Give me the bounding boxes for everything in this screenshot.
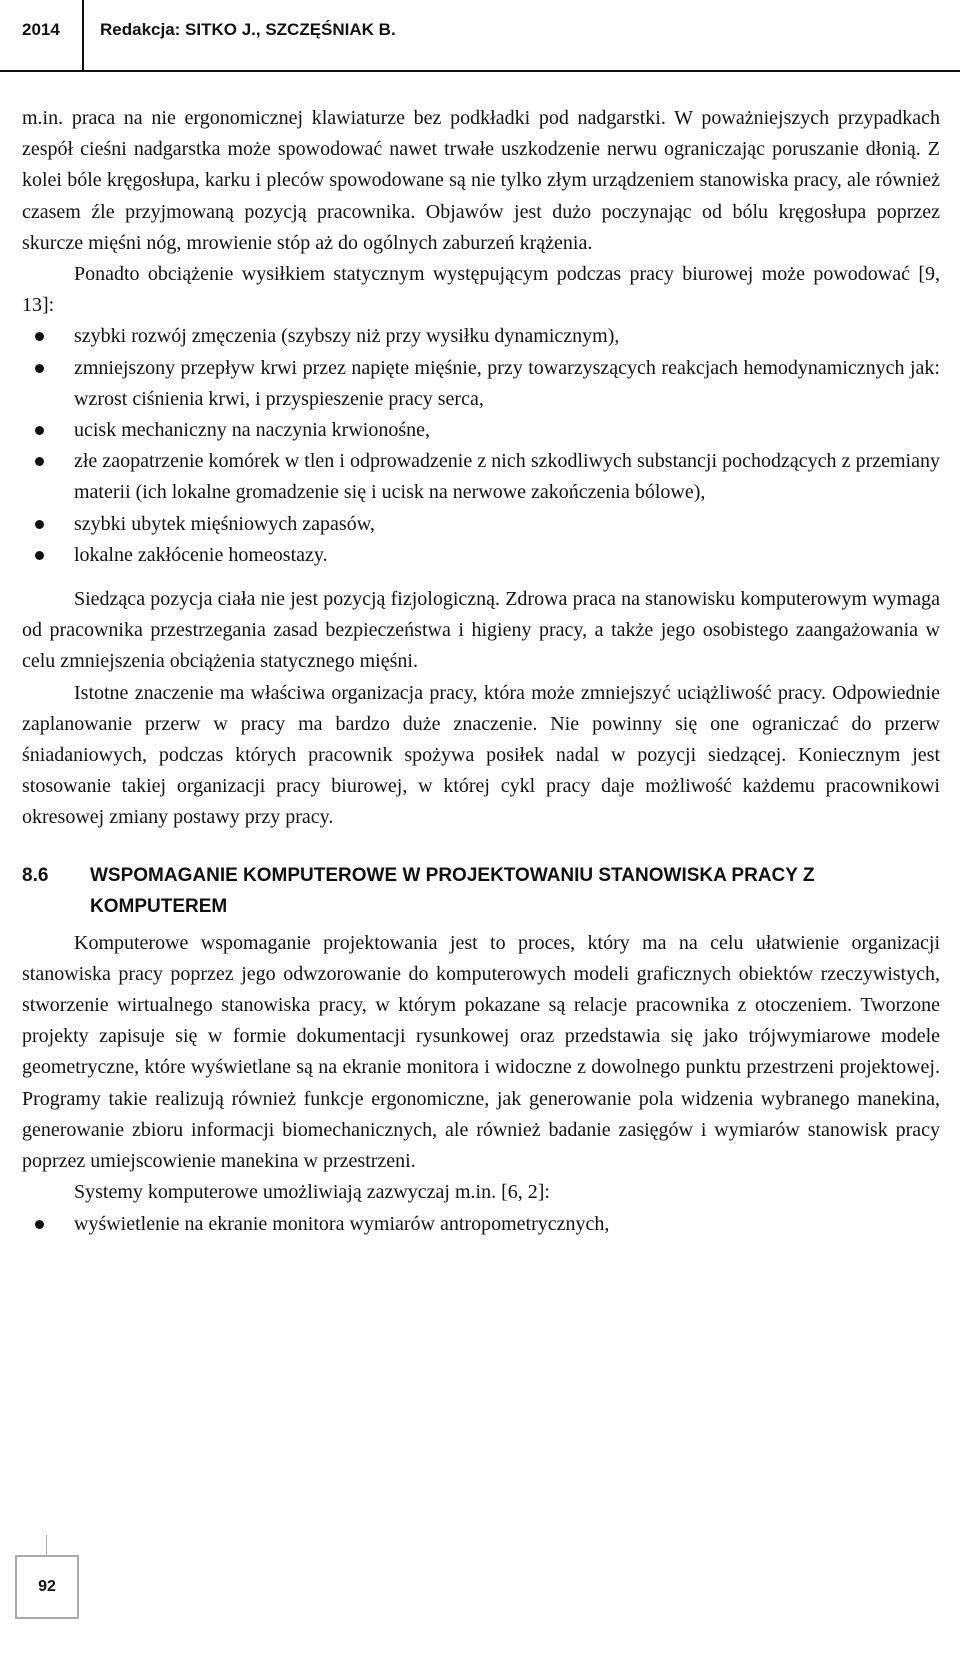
list-item: ucisk mechaniczny na naczynia krwionośne,	[22, 415, 940, 446]
page-header	[0, 0, 960, 72]
paragraph: Ponadto obciążenie wysiłkiem statycznym występującym podczas pracy biurowej może powodować [9, 13]:	[22, 263, 940, 317]
paragraph: Istotne znaczenie ma właściwa organizacja pracy, która może zmniejszyć uciążliwość pracy. Odpowiednie zaplanowanie przerw w pracy ma bardzo duże znaczenie. Nie powinny się one ograniczać do przerw śniadaniowych, podczas których pracownik spożywa posiłek nadal w pozycji siedzącej. Koniecznym jest stosowanie takiej organizacji pracy biurowej, w której cykl pracy daje możliwość każdemu pracownikowi okresowej zmiany postawy przy pracy.	[22, 681, 940, 829]
paragraph: Siedząca pozycja ciała nie jest pozycją fizjologiczną. Zdrowa praca na stanowisku komputerowym wymaga od pracownika przestrzegania zasad bezpieczeństwa i higieny pracy, a także jego osobistego zaangażowania w celu zmniejszenia obciążenia statycznego mięśni.	[22, 588, 940, 673]
list-item: szybki rozwój zmęczenia (szybszy niż przy wysiłku dynamicznym),	[22, 321, 940, 352]
page-number-rule	[46, 1535, 47, 1555]
list-item: szybki ubytek mięśniowych zapasów,	[22, 509, 940, 540]
bullet-list	[22, 321, 940, 571]
header-horizontal-rule	[0, 70, 960, 72]
list-item: zmniejszony przepływ krwi przez napięte mięśnie, przy towarzyszących reakcjach hemodynamicznych jak: wzrost ciśnienia krwi, i przyspieszenie pracy serca,	[22, 353, 940, 415]
paragraph: m.in. praca na nie ergonomicznej klawiaturze bez podkładki pod nadgarstki. W poważniejszych przypadkach zespół cieśni nadgarstka może spowodować nawet trwałe uszkodzenie nerwu ograniczając poruszanie dłonią. Z kolei bóle kręgosłupa, karku i pleców spowodowane są nie tylko złym urządzeniem stanowiska pracy, ale również czasem źle przyjmowaną pozycją pracownika. Objawów jest dużo poczynając od bólu kręgosłupa poprzez skurcze mięśni nóg, mrowienie stóp aż do ogólnych zaburzeń krążenia.	[22, 107, 940, 254]
list-item: lokalne zakłócenie homeostazy.	[22, 540, 940, 571]
header-vertical-rule	[82, 0, 84, 70]
section-title: WSPOMAGANIE KOMPUTEROWE W PROJEKTOWANIU STANOWISKA PRACY Z KOMPUTEREM	[90, 864, 815, 917]
paragraph: Komputerowe wspomaganie projektowania jest to proces, który ma na celu ułatwienie organizacji stanowiska pracy poprzez jego odwzorowanie do komputerowych modeli graficznych obiektów rzeczywistych, stworzenie wirtualnego stanowiska pracy, w którym pokazane są relacje pracownika z otoczeniem. Tworzone projekty zapisuje się w formie dokumentacji rysunkowej oraz przedstawia się jako trójwymiarowe modele geometryczne, które wyświetlane są na ekranie monitora i widoczne z dowolnego punktu przestrzeni projektowej. Programy takie realizują również funkcje ergonomiczne, jak generowanie pola widzenia wybranego manekina, generowanie zbioru informacji biomechanicznych, ale również badanie zasięgów i wymiarów stanowisk pracy poprzez umiejscowienie manekina w przestrzeni.	[22, 931, 940, 1173]
header-year: 2014	[22, 20, 60, 39]
paragraph: Systemy komputerowe umożliwiają zazwyczaj m.in. [6, 2]:	[74, 1181, 550, 1204]
bullet-list	[22, 1209, 940, 1240]
section-number: 8.6	[22, 864, 49, 886]
page-number: 92	[15, 1555, 79, 1619]
page-body	[22, 103, 940, 1240]
header-editors: Redakcja: SITKO J., SZCZĘŚNIAK B.	[100, 20, 396, 39]
list-item: wyświetlenie na ekranie monitora wymiarów antropometrycznych,	[22, 1209, 940, 1240]
list-item: złe zaopatrzenie komórek w tlen i odprowadzenie z nich szkodliwych substancji pochodzących z przemiany materii (ich lokalne gromadzenie się i ucisk na nerwowe zakończenia bólowe),	[22, 446, 940, 508]
section-heading	[22, 860, 940, 926]
